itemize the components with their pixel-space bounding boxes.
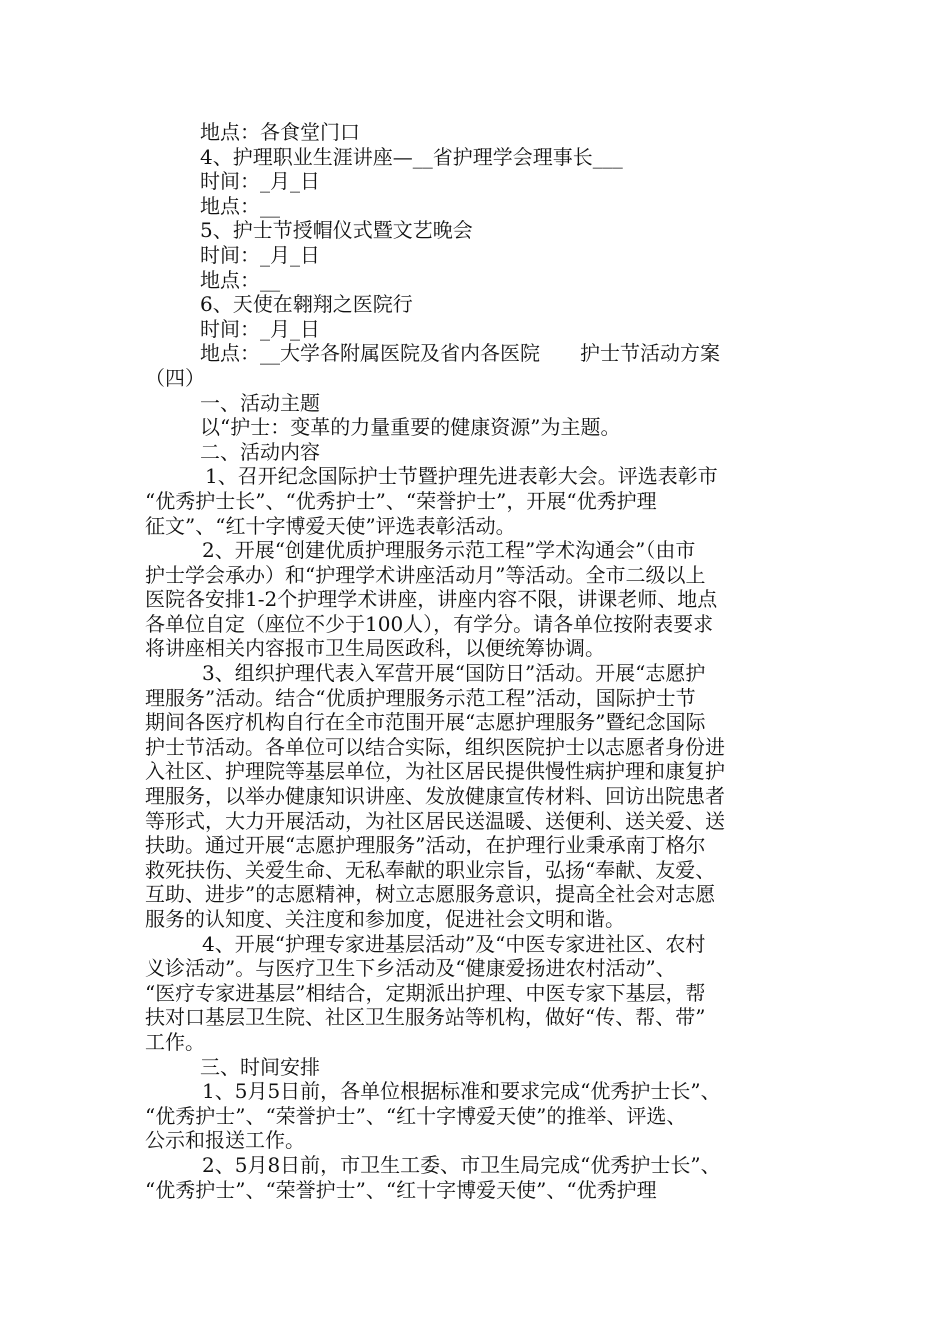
text-line: “医疗专家进基层”相结合，定期派出护理、中医专家下基层，帮 [145,980,706,1005]
text-line: 护士学会承办）和“护理学术讲座活动月”等活动。全市二级以上 [145,562,706,587]
text-line: 扶对口基层卫生院、社区卫生服务站等机构，做好“传、帮、带” [145,1005,706,1030]
text-line: 工作。 [145,1029,205,1054]
text-line: 1、5月5日前，各单位根据标准和要求完成“优秀护士长”、 [202,1079,721,1104]
text-line: 时间：_月_日 [200,242,320,267]
text-line: 等形式，大力开展活动，为社区居民送温暖、送便利、送关爱、送 [145,808,725,833]
document-body [145,120,810,1202]
text-line: 期间各医疗机构自行在全市范围开展“志愿护理服务”暨纪念国际 [145,710,706,735]
text-line: 征文”、“红十字博爱天使”评选表彰活动。 [145,513,516,538]
text-line: 时间：_月_日 [200,169,320,194]
text-line: 3、组织护理代表入军营开展“国防日”活动。开展“志愿护 [202,661,706,686]
text-fragment: 地点：__大学各附属医院及省内各医院 [200,341,540,366]
text-line: 医院各安排1-2个护理学术讲座，讲座内容不限，讲课老师、地点 [145,587,718,612]
text-line: 扶助。通过开展“志愿护理服务”活动，在护理行业秉承南丁格尔 [145,833,706,858]
text-line: 义诊活动”。与医疗卫生下乡活动及“健康爱扬进农村活动”、 [145,956,676,981]
text-line: 将讲座相关内容报市卫生局医政科，以便统筹协调。 [145,636,605,661]
text-line: 入社区、护理院等基层单位，为社区居民提供慢性病护理和康复护 [145,759,725,784]
text-line: 1、召开纪念国际护士节暨护理先进表彰大会。评选表彰市 [205,464,718,489]
text-line: 理服务”活动。结合“优质护理服务示范工程”活动，国际护士节 [145,685,696,710]
section-heading: 一、活动主题 [200,390,320,415]
text-line: 护士节活动。各单位可以结合实际，组织医院护士以志愿者身份进 [145,734,725,759]
text-line: 救死扶伤、关爱生命、无私奉献的职业宗旨，弘扬“奉献、友爱、 [145,857,716,882]
section-heading: 护士节活动方案 [580,341,720,366]
text-line-with-heading [145,341,810,366]
text-line: 时间：_月_日 [200,316,320,341]
text-line: （四） [145,365,205,390]
text-line: 理服务，以举办健康知识讲座、发放健康宣传材料、回访出院患者 [145,784,725,809]
text-line: “优秀护士”、“荣誉护士”、“红十字博爱天使”、“优秀护理 [145,1177,657,1202]
text-line: 4、开展“护理专家进基层活动”及“中医专家进社区、农村 [202,931,706,956]
section-heading: 三、时间安排 [200,1054,320,1079]
text-line: 公示和报送工作。 [145,1128,305,1153]
text-line: 服务的认知度、关注度和参加度，促进社会文明和谐。 [145,907,625,931]
text-line: 2、开展“创建优质护理服务示范工程”学术沟通会”（由市 [202,538,696,563]
text-line: “优秀护士长”、“优秀护士”、“荣誉护士”，开展“优秀护理 [145,488,657,513]
text-line: 5、护士节授帽仪式暨文艺晚会 [200,218,473,243]
section-heading: 二、活动内容 [200,439,320,464]
text-line: 以“护士：变革的力量重要的健康资源”为主题。 [200,415,621,440]
text-line: 4、护理职业生涯讲座—__省护理学会理事长___ [200,144,623,169]
text-line: “优秀护士”、“荣誉护士”、“红十字博爱天使”的推举、评选、 [145,1103,687,1128]
text-line: 地点：__ [200,193,280,218]
text-line: 互助、进步”的志愿精神，树立志愿服务意识，提高全社会对志愿 [145,882,716,907]
text-line: 地点：各食堂门口 [200,120,360,144]
text-line: 6、天使在翱翔之医院行 [200,292,413,317]
text-line: 各单位自定（座位不少于100人），有学分。请各单位按附表要求 [145,611,714,636]
text-line: 地点：__ [200,267,280,292]
text-line: 2、5月8日前，市卫生工委、市卫生局完成“优秀护士长”、 [202,1152,721,1177]
